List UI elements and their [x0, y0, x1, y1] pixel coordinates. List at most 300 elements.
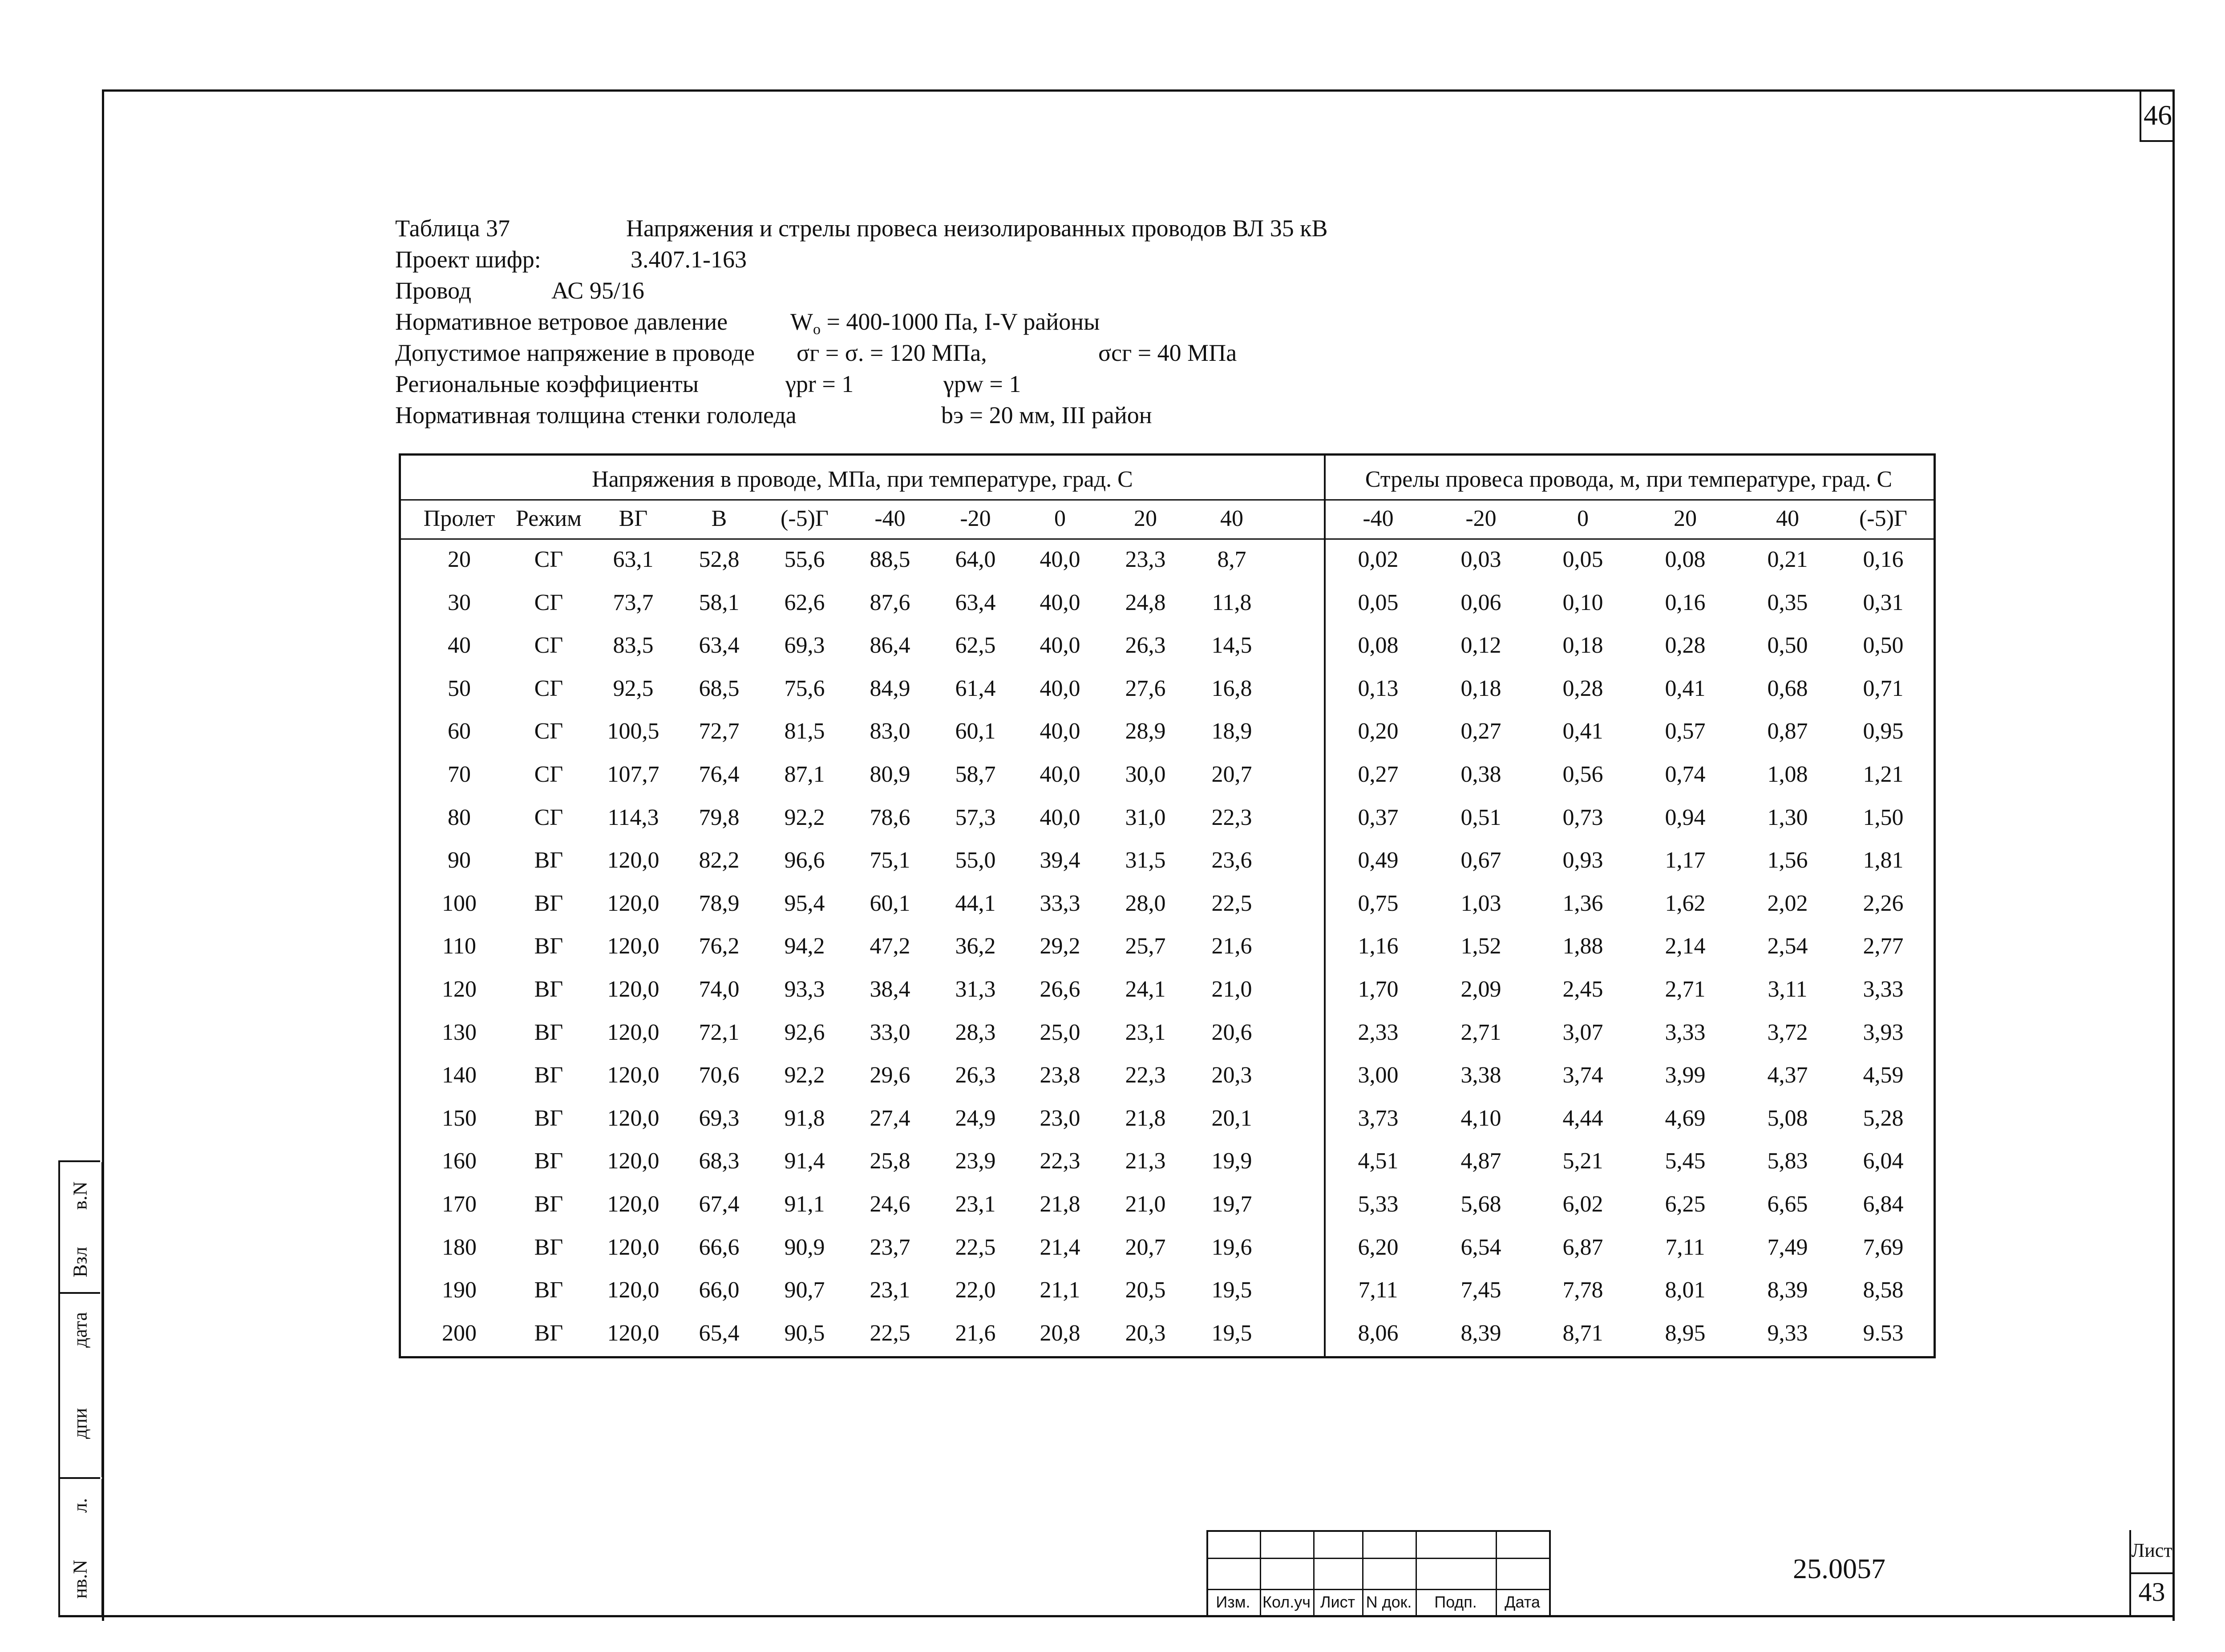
frame-right [2172, 89, 2175, 1621]
side-label-l: л. [69, 1498, 91, 1513]
table-cell: 0,10 [1562, 590, 1603, 615]
project-label: Проект шифр: [395, 246, 541, 273]
table-cell: СГ [534, 675, 563, 701]
table-cell: 30 [448, 590, 471, 615]
tb-top-line [1206, 1530, 1549, 1532]
table-cell: 40,0 [1040, 633, 1080, 658]
table-cell: 5,83 [1767, 1148, 1808, 1174]
table-cell: 4,10 [1460, 1105, 1501, 1131]
table-cell: 23,1 [955, 1192, 996, 1217]
table-cell: 19,5 [1211, 1277, 1252, 1303]
table-cell: 80 [448, 804, 471, 830]
tb-row-line [1206, 1589, 1549, 1590]
table-cell: 86,4 [870, 633, 910, 658]
table-cell: СГ [534, 633, 563, 658]
column-header: -40 [1363, 506, 1394, 531]
side-stamp-block-3 [58, 1477, 100, 1617]
table-cell: 0,21 [1767, 547, 1808, 572]
table-cell: 95,4 [784, 890, 825, 916]
table-cell: ВГ [534, 933, 563, 959]
table-cell: 0,74 [1665, 762, 1706, 787]
ice-label: Нормативная толщина стенки гололеда [395, 402, 797, 428]
table-cell: 76,2 [699, 933, 740, 959]
table-cell: 84,9 [870, 675, 910, 701]
table-cell: 0,20 [1358, 719, 1399, 744]
table-cell: 1,30 [1767, 804, 1808, 830]
group-header-stress: Напряжения в проводе, МПа, при температуре, град. С [592, 467, 1133, 492]
table-cell: 21,6 [955, 1320, 996, 1346]
column-header: (-5)Г [780, 506, 829, 531]
table-cell: 18,9 [1211, 719, 1252, 744]
table-cell: 22,5 [1211, 890, 1252, 916]
table-cell: 0,75 [1358, 890, 1399, 916]
column-header: ВГ [619, 506, 648, 531]
table-cell: 23,9 [955, 1148, 996, 1174]
table-cell: 2,54 [1767, 933, 1808, 959]
tb-col-list: Лист [1320, 1593, 1355, 1611]
table-cell: 100,5 [607, 719, 659, 744]
table-cell: 3,07 [1562, 1019, 1603, 1045]
table-cell: 78,9 [699, 890, 740, 916]
table-cell: 5,45 [1665, 1148, 1706, 1174]
table-cell: 19,7 [1211, 1192, 1252, 1217]
table-cell: 23,6 [1211, 848, 1252, 873]
table-cell: 92,2 [784, 1062, 825, 1088]
table-cell: 8,95 [1665, 1320, 1706, 1346]
table-cell: 55,6 [784, 547, 825, 572]
table-cell: 0,18 [1562, 633, 1603, 658]
table-cell: 38,4 [870, 977, 910, 1002]
table-cell: 0,41 [1665, 675, 1706, 701]
table-cell: 1,17 [1665, 848, 1706, 873]
table-cell: 83,5 [613, 633, 654, 658]
side-stamp-divider [101, 1292, 103, 1477]
table-cell: 130 [442, 1019, 477, 1045]
table-cell: 70,6 [699, 1062, 740, 1088]
stress-label: Допустимое напряжение в проводе [395, 339, 755, 366]
table-cell: 75,6 [784, 675, 825, 701]
table-cell: 23,8 [1040, 1062, 1080, 1088]
table-cell: 20,1 [1211, 1105, 1252, 1131]
stress-value: σг = σ. = 120 МПа, [797, 339, 987, 366]
table-cell: ВГ [534, 1019, 563, 1045]
column-header: 0 [1054, 506, 1066, 531]
table-cell: 23,1 [870, 1277, 910, 1303]
table-cell: 3,72 [1767, 1019, 1808, 1045]
table-cell: 58,1 [699, 590, 740, 615]
table-cell: 2,77 [1863, 933, 1904, 959]
table-cell: 0,73 [1562, 804, 1603, 830]
table-cell: 8,39 [1460, 1320, 1501, 1346]
table-cell: 90 [448, 848, 471, 873]
table-cell: ВГ [534, 1320, 563, 1346]
table-cell: 0,31 [1863, 590, 1904, 615]
table-cell: 6,25 [1665, 1192, 1706, 1217]
table-cell: 0,16 [1863, 547, 1904, 572]
table-cell: 21,1 [1040, 1277, 1080, 1303]
table-cell: 22,3 [1125, 1062, 1166, 1088]
table-cell: 23,0 [1040, 1105, 1080, 1131]
table-cell: 40,0 [1040, 590, 1080, 615]
table-cell: 120,0 [607, 1062, 659, 1088]
table-cell: 31,0 [1125, 804, 1166, 830]
coef-value-2: γpw = 1 [943, 371, 1021, 397]
table-cell: 57,3 [955, 804, 996, 830]
tb-col-podp: Подп. [1434, 1593, 1477, 1611]
table-cell: 200 [442, 1320, 477, 1346]
side-stamp-block-2 [58, 1292, 100, 1479]
table-cell: 91,8 [784, 1105, 825, 1131]
table-cell: 16,8 [1211, 675, 1252, 701]
table-cell: 20,6 [1211, 1019, 1252, 1045]
table-cell: 75,1 [870, 848, 910, 873]
table-cell: 21,8 [1040, 1192, 1080, 1217]
table-cell: 26,3 [1125, 633, 1166, 658]
table-cell: 11,8 [1212, 590, 1252, 615]
table-cell: 69,3 [784, 633, 825, 658]
table-cell: 7,49 [1767, 1234, 1808, 1260]
table-cell: 21,4 [1040, 1234, 1080, 1260]
table-cell: ВГ [534, 977, 563, 1002]
table-cell: 7,69 [1863, 1234, 1904, 1260]
table-cell: 64,0 [955, 547, 996, 572]
table-cell: 27,4 [870, 1105, 910, 1131]
table-cell: 1,70 [1358, 977, 1399, 1002]
table-cell: 92,5 [613, 675, 654, 701]
table-cell: 4,59 [1863, 1062, 1904, 1088]
column-header: (-5)Г [1859, 506, 1907, 531]
table-cell: 2,45 [1562, 977, 1603, 1002]
coef-value-1: γpr = 1 [785, 371, 854, 397]
table-cell: 26,6 [1040, 977, 1080, 1002]
table-cell: ВГ [534, 890, 563, 916]
table-cell: 74,0 [699, 977, 740, 1002]
column-header: В [711, 506, 727, 531]
table-cell: 58,7 [955, 762, 996, 787]
column-header: 0 [1577, 506, 1589, 531]
table-cell: 40 [448, 633, 471, 658]
table-cell: 120,0 [607, 1234, 659, 1260]
table-cell: 20,8 [1040, 1320, 1080, 1346]
table-cell: 47,2 [870, 933, 910, 959]
table-cell: СГ [534, 590, 563, 615]
table-cell: 1,52 [1460, 933, 1501, 959]
table-cell: 7,11 [1358, 1277, 1398, 1303]
table-cell: 3,73 [1358, 1105, 1399, 1131]
table-cell: 0,28 [1665, 633, 1706, 658]
table-cell: 0,51 [1460, 804, 1501, 830]
column-header: -20 [1465, 506, 1497, 531]
table-cell: 114,3 [607, 804, 659, 830]
table-cell: 21,3 [1125, 1148, 1166, 1174]
table-cell: 1,81 [1863, 848, 1904, 873]
table-cell: 9,33 [1767, 1320, 1808, 1346]
table-cell: 120,0 [607, 1320, 659, 1346]
table-cell: 0,02 [1358, 547, 1399, 572]
table-cell: 81,5 [784, 719, 825, 744]
table-cell: 20,7 [1125, 1234, 1166, 1260]
table-cell: 4,37 [1767, 1062, 1808, 1088]
table-cell: 0,06 [1460, 590, 1501, 615]
table-cell: 78,6 [870, 804, 910, 830]
table-cell: 120,0 [607, 1277, 659, 1303]
sheet-number: 43 [2138, 1577, 2165, 1607]
table-cell: 29,2 [1040, 933, 1080, 959]
table-cell: СГ [534, 547, 563, 572]
table-cell: 6,54 [1460, 1234, 1501, 1260]
table-number: Таблица 37 [395, 215, 510, 242]
table-cell: 160 [442, 1148, 477, 1174]
table-cell: 8,71 [1562, 1320, 1603, 1346]
table-cell: 28,3 [955, 1019, 996, 1045]
table-cell: 5,28 [1863, 1105, 1904, 1131]
table-cell: 44,1 [955, 890, 996, 916]
table-cell: 0,68 [1767, 675, 1808, 701]
table-cell: 120 [442, 977, 477, 1002]
table-cell: 20 [448, 547, 471, 572]
table-cell: 2,26 [1863, 890, 1904, 916]
table-cell: 92,2 [784, 804, 825, 830]
table-cell: 3,38 [1460, 1062, 1501, 1088]
table-cell: СГ [534, 719, 563, 744]
table-cell: 1,56 [1767, 848, 1808, 873]
table-cell: 6,20 [1358, 1234, 1399, 1260]
table-cell: 4,51 [1358, 1148, 1399, 1174]
table-cell: 87,6 [870, 590, 910, 615]
table-cell: 23,3 [1125, 547, 1166, 572]
table-cell: 1,62 [1665, 890, 1706, 916]
table-cell: 6,84 [1863, 1192, 1904, 1217]
table-cell: 1,88 [1562, 933, 1603, 959]
table-cell: 28,0 [1125, 890, 1166, 916]
table-cell: 1,03 [1460, 890, 1501, 916]
table-cell: 90,9 [784, 1234, 825, 1260]
table-cell: 0,71 [1863, 675, 1904, 701]
table-cell: СГ [534, 804, 563, 830]
table-cell: 5,21 [1562, 1148, 1603, 1174]
table-cell: 29,6 [870, 1062, 910, 1088]
column-header: -20 [960, 506, 991, 531]
table-cell: 0,35 [1767, 590, 1808, 615]
ice-value: bэ = 20 мм, III район [941, 402, 1152, 428]
table-cell: 94,2 [784, 933, 825, 959]
table-cell: 31,5 [1125, 848, 1166, 873]
table-header-line [401, 538, 1934, 540]
table-cell: 36,2 [955, 933, 996, 959]
table-cell: 4,87 [1460, 1148, 1501, 1174]
wind-symbol: W [790, 308, 813, 335]
table-cell: 82,2 [699, 848, 740, 873]
page-number: 46 [2140, 90, 2174, 142]
table-cell: 0,13 [1358, 675, 1399, 701]
table-cell: 24,1 [1125, 977, 1166, 1002]
table-cell: 5,08 [1767, 1105, 1808, 1131]
table-cell: ВГ [534, 1234, 563, 1260]
table-cell: 20,3 [1125, 1320, 1166, 1346]
column-header: 20 [1134, 506, 1157, 531]
table-cell: 66,6 [699, 1234, 740, 1260]
table-cell: 0,50 [1863, 633, 1904, 658]
column-header: Пролет [423, 506, 495, 531]
table-cell: 120,0 [607, 1148, 659, 1174]
table-cell: 0,67 [1460, 848, 1501, 873]
table-cell: 68,5 [699, 675, 740, 701]
table-cell: 19,5 [1211, 1320, 1252, 1346]
table-cell: 3,74 [1562, 1062, 1603, 1088]
table-group-separator [1324, 456, 1326, 1356]
table-cell: 87,1 [784, 762, 825, 787]
table-cell: 91,1 [784, 1192, 825, 1217]
table-cell: 72,7 [699, 719, 740, 744]
tb-col-ndok: N док. [1366, 1593, 1412, 1611]
column-header: 40 [1776, 506, 1799, 531]
table-cell: 2,71 [1460, 1019, 1501, 1045]
table-cell: 3,33 [1863, 977, 1904, 1002]
side-label-nvn: нв.N [69, 1559, 91, 1599]
table-cell: 27,6 [1125, 675, 1166, 701]
table-cell: 24,9 [955, 1105, 996, 1131]
table-cell: 120,0 [607, 890, 659, 916]
table-cell: 23,7 [870, 1234, 910, 1260]
table-cell: 40,0 [1040, 762, 1080, 787]
table-cell: 68,3 [699, 1148, 740, 1174]
table-cell: 40,0 [1040, 675, 1080, 701]
table-cell: 7,78 [1562, 1277, 1603, 1303]
table-cell: 0,28 [1562, 675, 1603, 701]
table-cell: 0,08 [1665, 547, 1706, 572]
table-cell: 39,4 [1040, 848, 1080, 873]
table-cell: 88,5 [870, 547, 910, 572]
table-cell: 120,0 [607, 1019, 659, 1045]
table-cell: 2,09 [1460, 977, 1501, 1002]
table-cell: 3,93 [1863, 1019, 1904, 1045]
table-cell: 73,7 [613, 590, 654, 615]
side-stamp-divider [101, 1162, 103, 1292]
table-cell: 96,6 [784, 848, 825, 873]
table-cell: 6,65 [1767, 1192, 1808, 1217]
column-header: 40 [1220, 506, 1243, 531]
table-cell: 65,4 [699, 1320, 740, 1346]
table-cell: 72,1 [699, 1019, 740, 1045]
side-stamp-divider [101, 1479, 103, 1615]
table-cell: 8,7 [1217, 547, 1246, 572]
table-cell: 190 [442, 1277, 477, 1303]
table-cell: 5,68 [1460, 1192, 1501, 1217]
table-cell: 76,4 [699, 762, 740, 787]
table-cell: 0,95 [1863, 719, 1904, 744]
table-cell: 0,38 [1460, 762, 1501, 787]
table-cell: 19,9 [1211, 1148, 1252, 1174]
coef-label: Региональные коэффициенты [395, 371, 699, 397]
table-cell: 62,5 [955, 633, 996, 658]
table-cell: 20,3 [1211, 1062, 1252, 1088]
table-cell: 0,57 [1665, 719, 1706, 744]
tb-row-line [1206, 1558, 1549, 1559]
table-cell: 0,37 [1358, 804, 1399, 830]
table-cell: 7,45 [1460, 1277, 1501, 1303]
table-cell: 1,08 [1767, 762, 1808, 787]
table-cell: 120,0 [607, 848, 659, 873]
table-cell: 2,33 [1358, 1019, 1399, 1045]
wind-rest: = 400-1000 Па, I-V районы [820, 308, 1100, 335]
table-cell: 6,04 [1863, 1148, 1904, 1174]
sheet-label: Лист [2131, 1539, 2172, 1561]
table-cell: 0,49 [1358, 848, 1399, 873]
table-cell: 0,08 [1358, 633, 1399, 658]
table-cell: 0,27 [1358, 762, 1399, 787]
table-cell: 63,4 [699, 633, 740, 658]
table-cell: 21,0 [1211, 977, 1252, 1002]
table-cell: 150 [442, 1105, 477, 1131]
table-cell: 23,1 [1125, 1019, 1166, 1045]
table-cell: 25,0 [1040, 1019, 1080, 1045]
table-cell: 4,69 [1665, 1105, 1706, 1131]
table-cell: 0,18 [1460, 675, 1501, 701]
group-header-sag: Стрелы провеса провода, м, при температуре, град. С [1365, 467, 1893, 492]
table-cell: 22,5 [955, 1234, 996, 1260]
table-cell: 24,6 [870, 1192, 910, 1217]
table-cell: 120,0 [607, 1192, 659, 1217]
table-cell: 1,16 [1358, 933, 1399, 959]
document-code: 25.0057 [1793, 1553, 1885, 1584]
side-stamp-block-1 [58, 1160, 100, 1294]
table-cell: ВГ [534, 1148, 563, 1174]
table-cell: 3,99 [1665, 1062, 1706, 1088]
stress-value-2: σсг = 40 МПа [1098, 339, 1237, 366]
wind-subscript: o [813, 321, 821, 338]
table-cell: 80,9 [870, 762, 910, 787]
table-cell: 0,50 [1767, 633, 1808, 658]
table-cell: 5,33 [1358, 1192, 1399, 1217]
table-cell: 0,87 [1767, 719, 1808, 744]
table-cell: 0,05 [1358, 590, 1399, 615]
table-cell: 110 [442, 933, 477, 959]
table-cell: 83,0 [870, 719, 910, 744]
table-cell: 25,8 [870, 1148, 910, 1174]
table-cell: 90,5 [784, 1320, 825, 1346]
table-cell: 92,6 [784, 1019, 825, 1045]
column-header: -40 [874, 506, 906, 531]
table-cell: 8,01 [1665, 1277, 1706, 1303]
table-cell: 21,8 [1125, 1105, 1166, 1131]
table-cell: 0,12 [1460, 633, 1501, 658]
table-title: Напряжения и стрелы провеса неизолированных проводов ВЛ 35 кВ [626, 215, 1328, 242]
side-label-vn: в.N [69, 1181, 91, 1210]
table-cell: 22,3 [1040, 1148, 1080, 1174]
table-cell: 2,71 [1665, 977, 1706, 1002]
table-cell: 26,3 [955, 1062, 996, 1088]
table-cell: 107,7 [607, 762, 659, 787]
side-label-data: дата [69, 1312, 91, 1348]
table-cell: 55,0 [955, 848, 996, 873]
table-cell: 60,1 [870, 890, 910, 916]
table-cell: 8,58 [1863, 1277, 1904, 1303]
table-cell: 91,4 [784, 1148, 825, 1174]
table-cell: 40,0 [1040, 719, 1080, 744]
table-cell: 6,87 [1562, 1234, 1603, 1260]
tb-col-izm: Изм. [1216, 1593, 1250, 1611]
table-cell: 170 [442, 1192, 477, 1217]
table-cell: 4,44 [1562, 1105, 1603, 1131]
table-cell: 0,03 [1460, 547, 1501, 572]
table-cell: ВГ [534, 1105, 563, 1131]
table-header-line [401, 499, 1934, 501]
table-cell: 22,3 [1211, 804, 1252, 830]
table-cell: 0,05 [1562, 547, 1603, 572]
table-cell: 20,5 [1125, 1277, 1166, 1303]
side-label-dpi: дпи [69, 1408, 91, 1439]
table-cell: 3,00 [1358, 1062, 1399, 1088]
